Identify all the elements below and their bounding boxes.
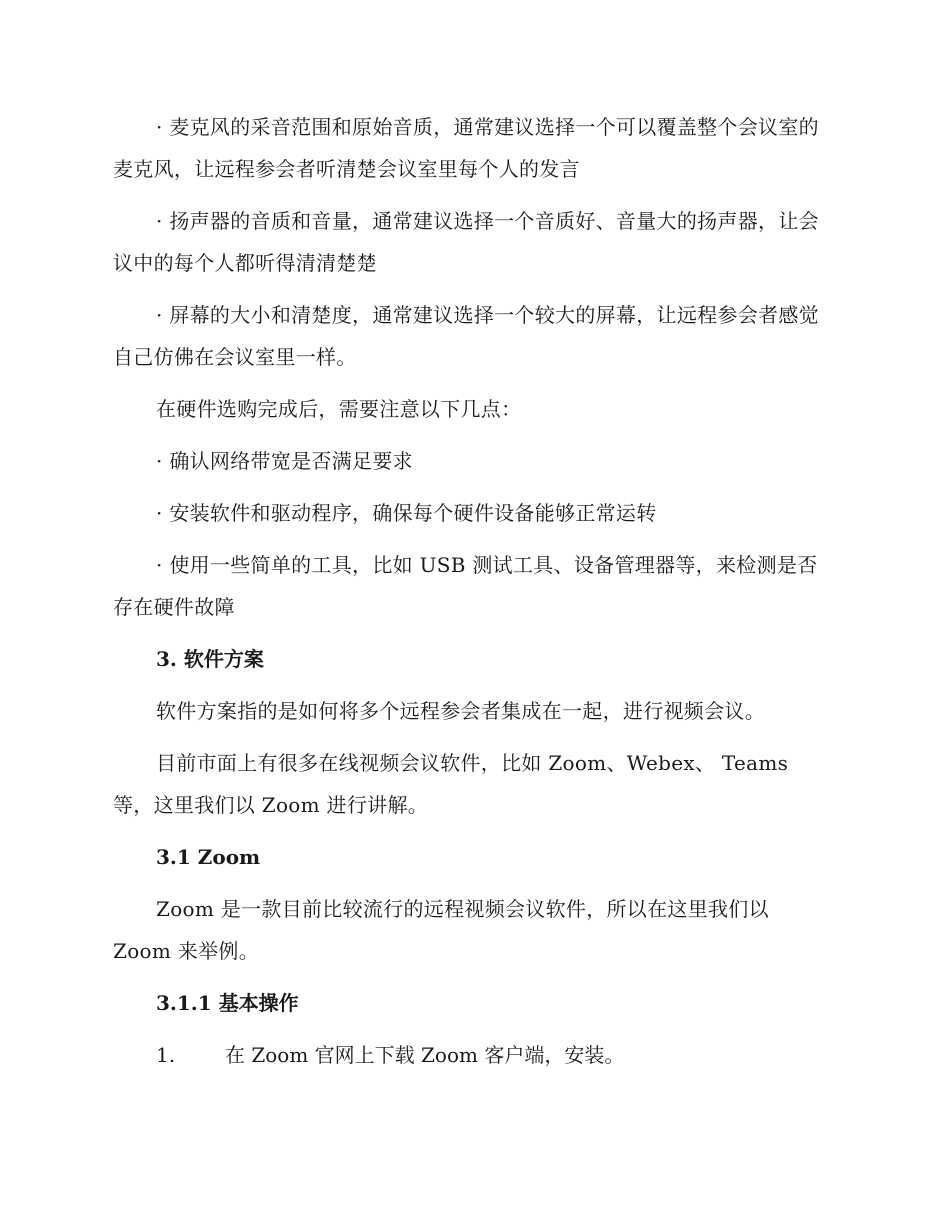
list-item <box>113 1034 833 1076</box>
bullet-drivers: · 安装软件和驱动程序，确保每个硬件设备能够正常运转 <box>156 501 657 525</box>
bullet-speaker: · 扬声器的音质和音量，通常建议选择一个音质好、音量大的扬声器，让会议中的每个人都听得清清楚楚 <box>113 209 819 275</box>
bullet-microphone: · 麦克风的采音范围和原始音质，通常建议选择一个可以覆盖整个会议室的麦克风，让远程参会者听清楚会议室里每个人的发言 <box>113 115 819 181</box>
section-heading-basic-ops: 3.1.1 基本操作 <box>156 991 299 1015</box>
zoom-intro: Zoom 是一款目前比较流行的远程视频会议软件，所以在这里我们以 Zoom 来举例。 <box>113 897 769 963</box>
list-item-number: 1. <box>156 1043 176 1067</box>
section-heading-software: 3. 软件方案 <box>156 647 264 671</box>
bullet-tools: · 使用一些简单的工具，比如 USB 测试工具、设备管理器等，来检测是否存在硬件故障 <box>113 553 818 619</box>
bullet-screen: · 屏幕的大小和清楚度，通常建议选择一个较大的屏幕，让远程参会者感觉自己仿佛在会议室里一样。 <box>113 303 819 369</box>
list-item-text: 在 Zoom 官网上下载 Zoom 客户端，安装。 <box>225 1043 625 1067</box>
software-intro: 软件方案指的是如何将多个远程参会者集成在一起，进行视频会议。 <box>156 699 765 723</box>
section-heading-zoom: 3.1 Zoom <box>156 845 261 869</box>
software-options: 目前市面上有很多在线视频会议软件，比如 Zoom、Webex、 Teams 等，这里我们以 Zoom 进行讲解。 <box>113 751 789 817</box>
bullet-bandwidth: · 确认网络带宽是否满足要求 <box>156 449 413 473</box>
hardware-notes-intro: 在硬件选购完成后，需要注意以下几点： <box>156 397 522 421</box>
document-body <box>113 106 833 1076</box>
